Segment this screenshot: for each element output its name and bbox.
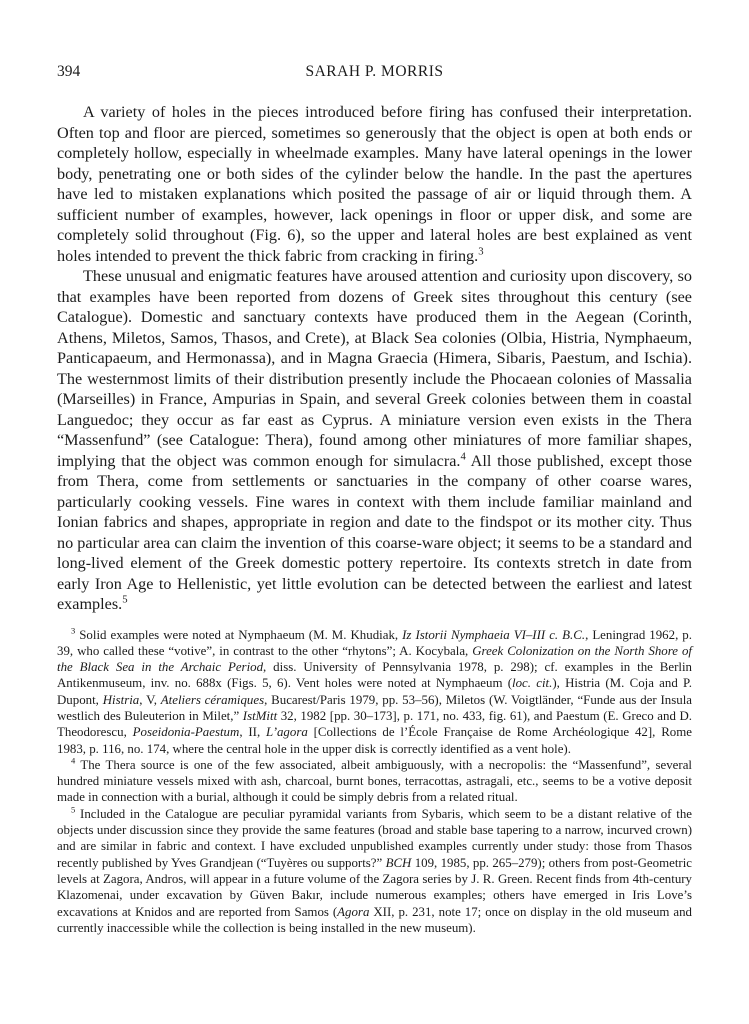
page-number: 394 [57, 63, 81, 80]
article-body [57, 102, 692, 615]
body-paragraph-1: A variety of holes in the pieces introduced before firing has confused their interpretation. Often top and floor are pierced, sometimes so generously that the object is open at both ends or completely hollow, especially in wheelmade examples. Many have lateral openings in the lower body, penetrating one or both sides of the cylinder below the handle. In the past the apertures have led to mistaken explanations which posited the passage of air or liquid through them. A sufficient number of examples, however, lack openings in floor or upper disk, and some are completely solid throughout (Fig. 6), so the upper and lateral holes are best explained as vent holes intended to prevent the thick fabric from cracking in firing.$^3$ [57, 103, 692, 265]
footnote-3: $^3$ Solid examples were noted at Nymphaeum (M. M. Khudiak, Iz Istorii Nymphaeia VI–III c. B.C., Leningrad 1962, p. 39, who called these “votive”, in contrast to the other “rhytons”; A. Kocybala, Greek Colonization on the North Shore of the Black Sea in the Archaic Period, diss. University of Pennsylvania 1978, p. 298); cf. examples in the Berlin Antikenmuseum, inv. no. 688x (Figs. 5, 6). Vent holes were noted at Nymphaeum (loc. cit.), Histria (M. Coja and P. Dupont, Histria, V, Ateliers céramiques, Bucarest/Paris 1979, pp. 53–56), Miletos (W. Voigtländer, “Funde aus der Insula westlich des Buleuterion in Milet,” IstMitt 32, 1982 [pp. 30–173], p. 171, no. 433, fig. 61), and Paestum (E. Greco and D. Theodorescu, Poseidonia-Paestum, II, L’agora [Collections de l’École Française de Rome Archéologique 42], Rome 1983, p. 116, no. 174, where the central hole in the upper disk is correctly identified as a vent hole). [57, 625, 693, 756]
body-paragraph-2: These unusual and enigmatic features have aroused attention and curiosity upon discovery, so that examples have been reported from dozens of Greek sites throughout this century (see Catalogue). Domestic and sanctuary contexts have produced them in the Aegean (Corinth, Athens, Miletos, Samos, Thasos, and Crete), at Black Sea colonies (Olbia, Histria, Nymphaeum, Panticapaeum, and Hermonassa), and in Magna Graecia (Himera, Sibaris, Paestum, and Ischia). The westernmost limits of their distribution presently include the Phocaean colonies of Massalia (Marseilles) in France, Ampurias in Spain, and several Greek colonies between them in coastal Languedoc; they occur as far east as Cyprus. A miniature version even exists in the Thera “Massenfund” (see Catalogue: Thera), found among other miniatures of more familiar shapes, implying that the object was common enough for simulacra.$^4$ All those published, except those from Thera, come from settlements or sanctuaries in the company of other coarse wares, particularly cooking vessels. Fine wares in context with them include familiar mainland and Ionian fabrics and shapes, appropriate in region and date to the findspot or its mother city. Thus no particular area can claim the invention of this coarse-ware object; it seems to be a standard and long-lived element of the Greek domestic pottery repertoire. Its contexts stretch in date from early Iron Age to Hellenistic, yet little evolution can be detected between the earliest and latest examples.$^5$ [57, 267, 692, 613]
page-header [57, 62, 692, 81]
footnotes-block [57, 627, 692, 937]
footnote-5: $^5$ Included in the Catalogue are peculiar pyramidal variants from Sybaris, which seem to be a distant relative of the objects under discussion since they provide the same features (broad and stable base tapering to a narrow, incurved crown) and are similar in fabric and context. I have excluded unpublished examples currently under study: those from Thasos recently published by Yves Grandjean (“Tuyères ou supports?” BCH 109, 1985, pp. 265–279); others from post-Geometric levels at Zagora, Andros, will appear in a future volume of the Zagora series by J. R. Green. Recent finds from 4th-century Klazomenai, under excavation by Güven Bakır, include numerous examples; others have emerged in Iris Love’s excavations at Knidos and are reported from Samos (Agora XII, p. 231, note 17; once on display in the old museum and currently inaccessible while the collection is being installed in the new museum). [57, 804, 693, 935]
running-head-author: SARAH P. MORRIS [305, 63, 444, 80]
footnote-4: $^4$ The Thera source is one of the few associated, albeit ambiguously, with a necropolis: the “Massenfund”, several hundred miniature vessels mixed with ash, charcoal, burnt bones, terracottas, astragali, etc., seems to be a votive deposit made in connection with a burial, although it could be simply debris from a related ritual. [57, 755, 692, 805]
